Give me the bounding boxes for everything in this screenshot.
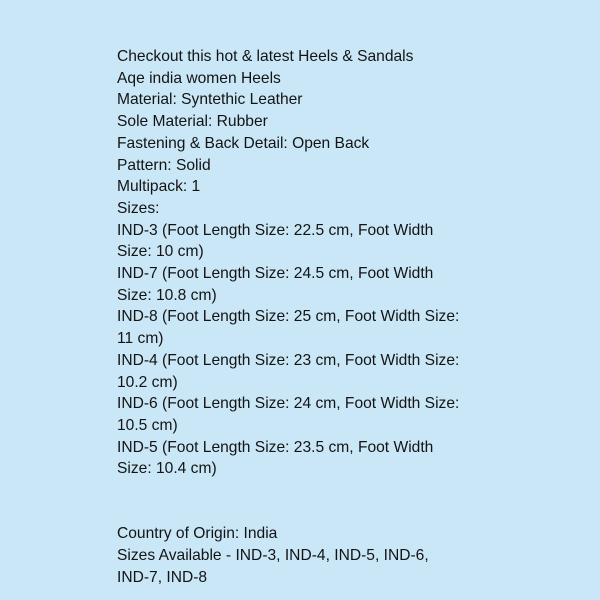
size-line: Size: 10 cm) xyxy=(117,243,204,261)
blank-gap xyxy=(117,480,497,523)
pattern: Pattern: Solid xyxy=(117,156,211,174)
size-line: IND-3 (Foot Length Size: 22.5 cm, Foot Width xyxy=(117,221,434,239)
size-line: 10.5 cm) xyxy=(117,416,178,434)
country-of-origin: Country of Origin: India xyxy=(117,525,278,543)
multipack: Multipack: 1 xyxy=(117,178,201,196)
size-line: IND-4 (Foot Length Size: 23 cm, Foot Width Size: xyxy=(117,351,460,369)
size-line: IND-6 (Foot Length Size: 24 cm, Foot Width Size: xyxy=(117,395,460,413)
sole-material: Sole Material: Rubber xyxy=(117,113,268,131)
size-line: 11 cm) xyxy=(117,330,164,348)
headline: Checkout this hot & latest Heels & Sandals xyxy=(117,48,414,65)
sizes-available-continued: IND-7, IND-8 xyxy=(117,568,208,586)
size-line: 10.2 cm) xyxy=(117,373,178,391)
size-line: Size: 10.8 cm) xyxy=(117,286,217,304)
size-line: IND-5 (Foot Length Size: 23.5 cm, Foot Width xyxy=(117,438,434,456)
size-line: Size: 10.4 cm) xyxy=(117,460,217,478)
material: Material: Syntethic Leather xyxy=(117,91,303,109)
sizes-available: Sizes Available - IND-3, IND-4, IND-5, IND-6, xyxy=(117,547,429,565)
product-description xyxy=(117,46,497,589)
size-line: IND-8 (Foot Length Size: 25 cm, Foot Width Size: xyxy=(117,308,460,326)
product-name: Aqe india women Heels xyxy=(117,69,281,87)
sizes-heading: Sizes: xyxy=(117,199,160,217)
fastening-detail: Fastening & Back Detail: Open Back xyxy=(117,134,370,152)
size-line: IND-7 (Foot Length Size: 24.5 cm, Foot Width xyxy=(117,265,434,283)
